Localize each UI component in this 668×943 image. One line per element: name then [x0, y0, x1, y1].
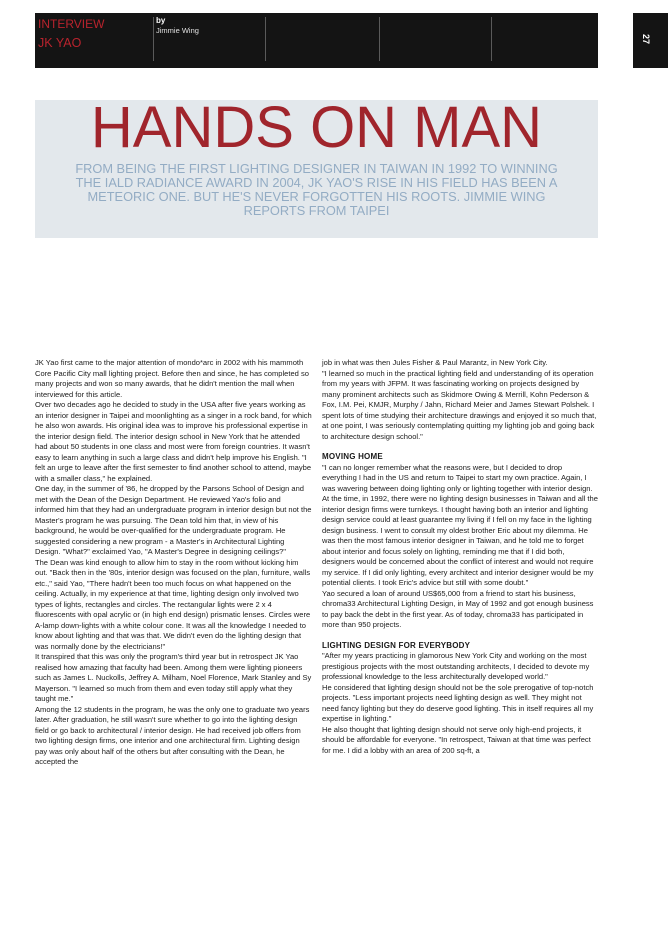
paragraph: He considered that lighting design should not be the sole prerogative of top-notch projects. "Less important projects need lighting design as well. They might not need fancy lighting but they do deserve good lighting. This in itself requires all my expertise in lighting." [322, 682, 594, 723]
paragraph: job in what was then Jules Fisher & Paul Marantz, in New York City. [322, 358, 548, 367]
section-spacer [322, 442, 598, 452]
paragraph: Over two decades ago he decided to study in the USA after five years working as an interior designer in Taipei and moonlighting as a singer in a rock band, for which he also won awards. His original idea was to improve his professional expertise in the interior design field. The interior design school in New York that he attended had about 50 students in one class and most were from foreign countries. It wasn't easy to learn anything in such a large class and didn't help improve his English. "I felt an urge to leave after the first semester to find another school to attend, maybe with a smaller class," he explained. [35, 400, 312, 483]
interviewee-name: JK YAO [38, 36, 82, 50]
byline-author: Jimmie Wing [156, 26, 199, 35]
byline-label: by [156, 16, 166, 25]
header-divider [379, 17, 380, 61]
paragraph: One day, in the summer of '86, he dropped by the Parsons School of Design and met with the Dean of the Design Department. He reviewed Yao's folio and informed him that they had an undergraduate program in interior design but not the Master's program he was pursuing. The Dean told him that, in view of his background, he would be over-qualified for the undergraduate program. He suggested considering a new program - a Master's in Architectural Lighting Design. "What?" exclaimed Yao, "A Master's Degree in designing ceilings?" [35, 484, 312, 556]
header-divider [265, 17, 266, 61]
subheading-moving-home: MOVING HOME [322, 452, 383, 461]
header-divider [153, 17, 154, 61]
article-column-left [35, 358, 312, 768]
header-band [35, 13, 598, 68]
title-box [35, 95, 598, 238]
headline: HANDS ON MAN [90, 95, 543, 160]
header-divider [491, 17, 492, 61]
page-number: 27 [641, 33, 651, 44]
paragraph: It transpired that this was only the program's third year but in retrospect JK Yao realised how amazing that faculty had been. Among them were lighting pioneers such as James L. Nuckolls, Jeffrey A. Milham, Noel Florence, Mark Stanley and Sy Mayerson. "I learned so much from them and even today still apply what they taught me." [35, 652, 312, 703]
article-column-right [322, 358, 598, 756]
subheading-lighting-design: LIGHTING DESIGN FOR EVERYBODY [322, 640, 471, 650]
paragraph: JK Yao first came to the major attention of mondo*arc in 2002 with his mammoth Core Pacific City mall lighting project. Before then and since, he has completed so many projects and won so many awards, that he didn't mention the mall when interviewed for this article. [35, 358, 309, 399]
paragraph: The Dean was kind enough to allow him to stay in the room without kicking him out. "Back then in the '80s, interior design was focused on the plan, furniture, walls etc.," said Yao, "There hadn't been too much focus on what happened on the ceiling. Actually, in my experience at that time, lighting design only involved two types of lights, rectangles and circles. The rectangular lights were 2 x 4 fluorescents with opal acrylic or (in high end design) prismatic lenses. Circles were A-lamp down-lights with a white colour cone. It was all the knowledge I needed to know about lighting and that was that. We didn't even do the lighting design that was normally done by the electricians!" [35, 557, 311, 651]
paragraph: He also thought that lighting design should not serve only high-end projects, it should be affordable for everyone. "In retrospect, Taiwan at that time was perfect for me. I did a lobby with an area of 200 sq-ft, a [322, 724, 591, 755]
paragraph: "I learned so much in the practical lighting field and understanding of its operation from my years with JFPM. It was fascinating working on projects designed by many prominent architects such as Skidmore Owing & Merrill, Kohn Pederson & Fox, I.M. Pei, KMJR, Murphy / Jahn, Richard Meier and James Stewart Polshek. I spent lots of time studying their architecture drawings and enjoyed it so much that, at one point, I was seriously contemplating quitting my lighting job and going back to architecture design school." [322, 368, 597, 441]
standfirst: FROM BEING THE FIRST LIGHTING DESIGNER IN TAIWAN IN 1992 TO WINNING THE IALD RADIANCE AWARD IN 2004, JK YAO'S RISE IN HIS FIELD HAS BEEN A METEORIC ONE. BUT HE'S NEVER FORGOTTEN HIS ROOTS. JIMMIE WING REPORTS FROM TAIPEI [75, 161, 558, 218]
section-label: INTERVIEW [38, 17, 105, 31]
section-spacer [322, 631, 598, 641]
paragraph: "After my years practicing in glamorous New York City and working on the most prestigious projects with the most outstanding architects, I decided to devote my professional knowledge to the less architecturally developed world." [322, 651, 590, 681]
paragraph: Yao secured a loan of around US$65,000 from a friend to start his business, chroma33 Architectural Lighting Design, in May of 1992 and got enough business to pay back the debt in the first year. As of today, chroma33 has participated in more than 950 projects. [322, 588, 594, 629]
paragraph: Among the 12 students in the program, he was the only one to graduate two years later. After graduation, he still wasn't sure whether to go into the lighting design field or go back to architectural / interior design. He had received job offers from two lighting design firms, one interior and one architectural firm. Lighting design pay was only about half of the others but after consulting with the Dean, he accepted the [35, 704, 310, 766]
paragraph: "I can no longer remember what the reasons were, but I decided to drop everything I had in the US and return to Taipei to start my own practice. Again, I was wavering between doing lighting only or lighting together with interior design. At the time, in 1992, there were no lighting design businesses in Taiwan and all the interior design firms were turnkeys. I thought having both an interior and lighting design service could at least guarantee my living if I fell on my face in the lighting design business. I went to consult my oldest brother Eric about my dilemma. He was then the most famous interior designer in Taiwan, and he told me to forget about interior and focus solely on lighting, reminding me that if I did both, designers would be concerned about the conflict of interest and would not require my service. If I did only lighting, every architect and interior designer would be my potential clients. I took Eric's advice but still with some doubt." [322, 462, 598, 587]
